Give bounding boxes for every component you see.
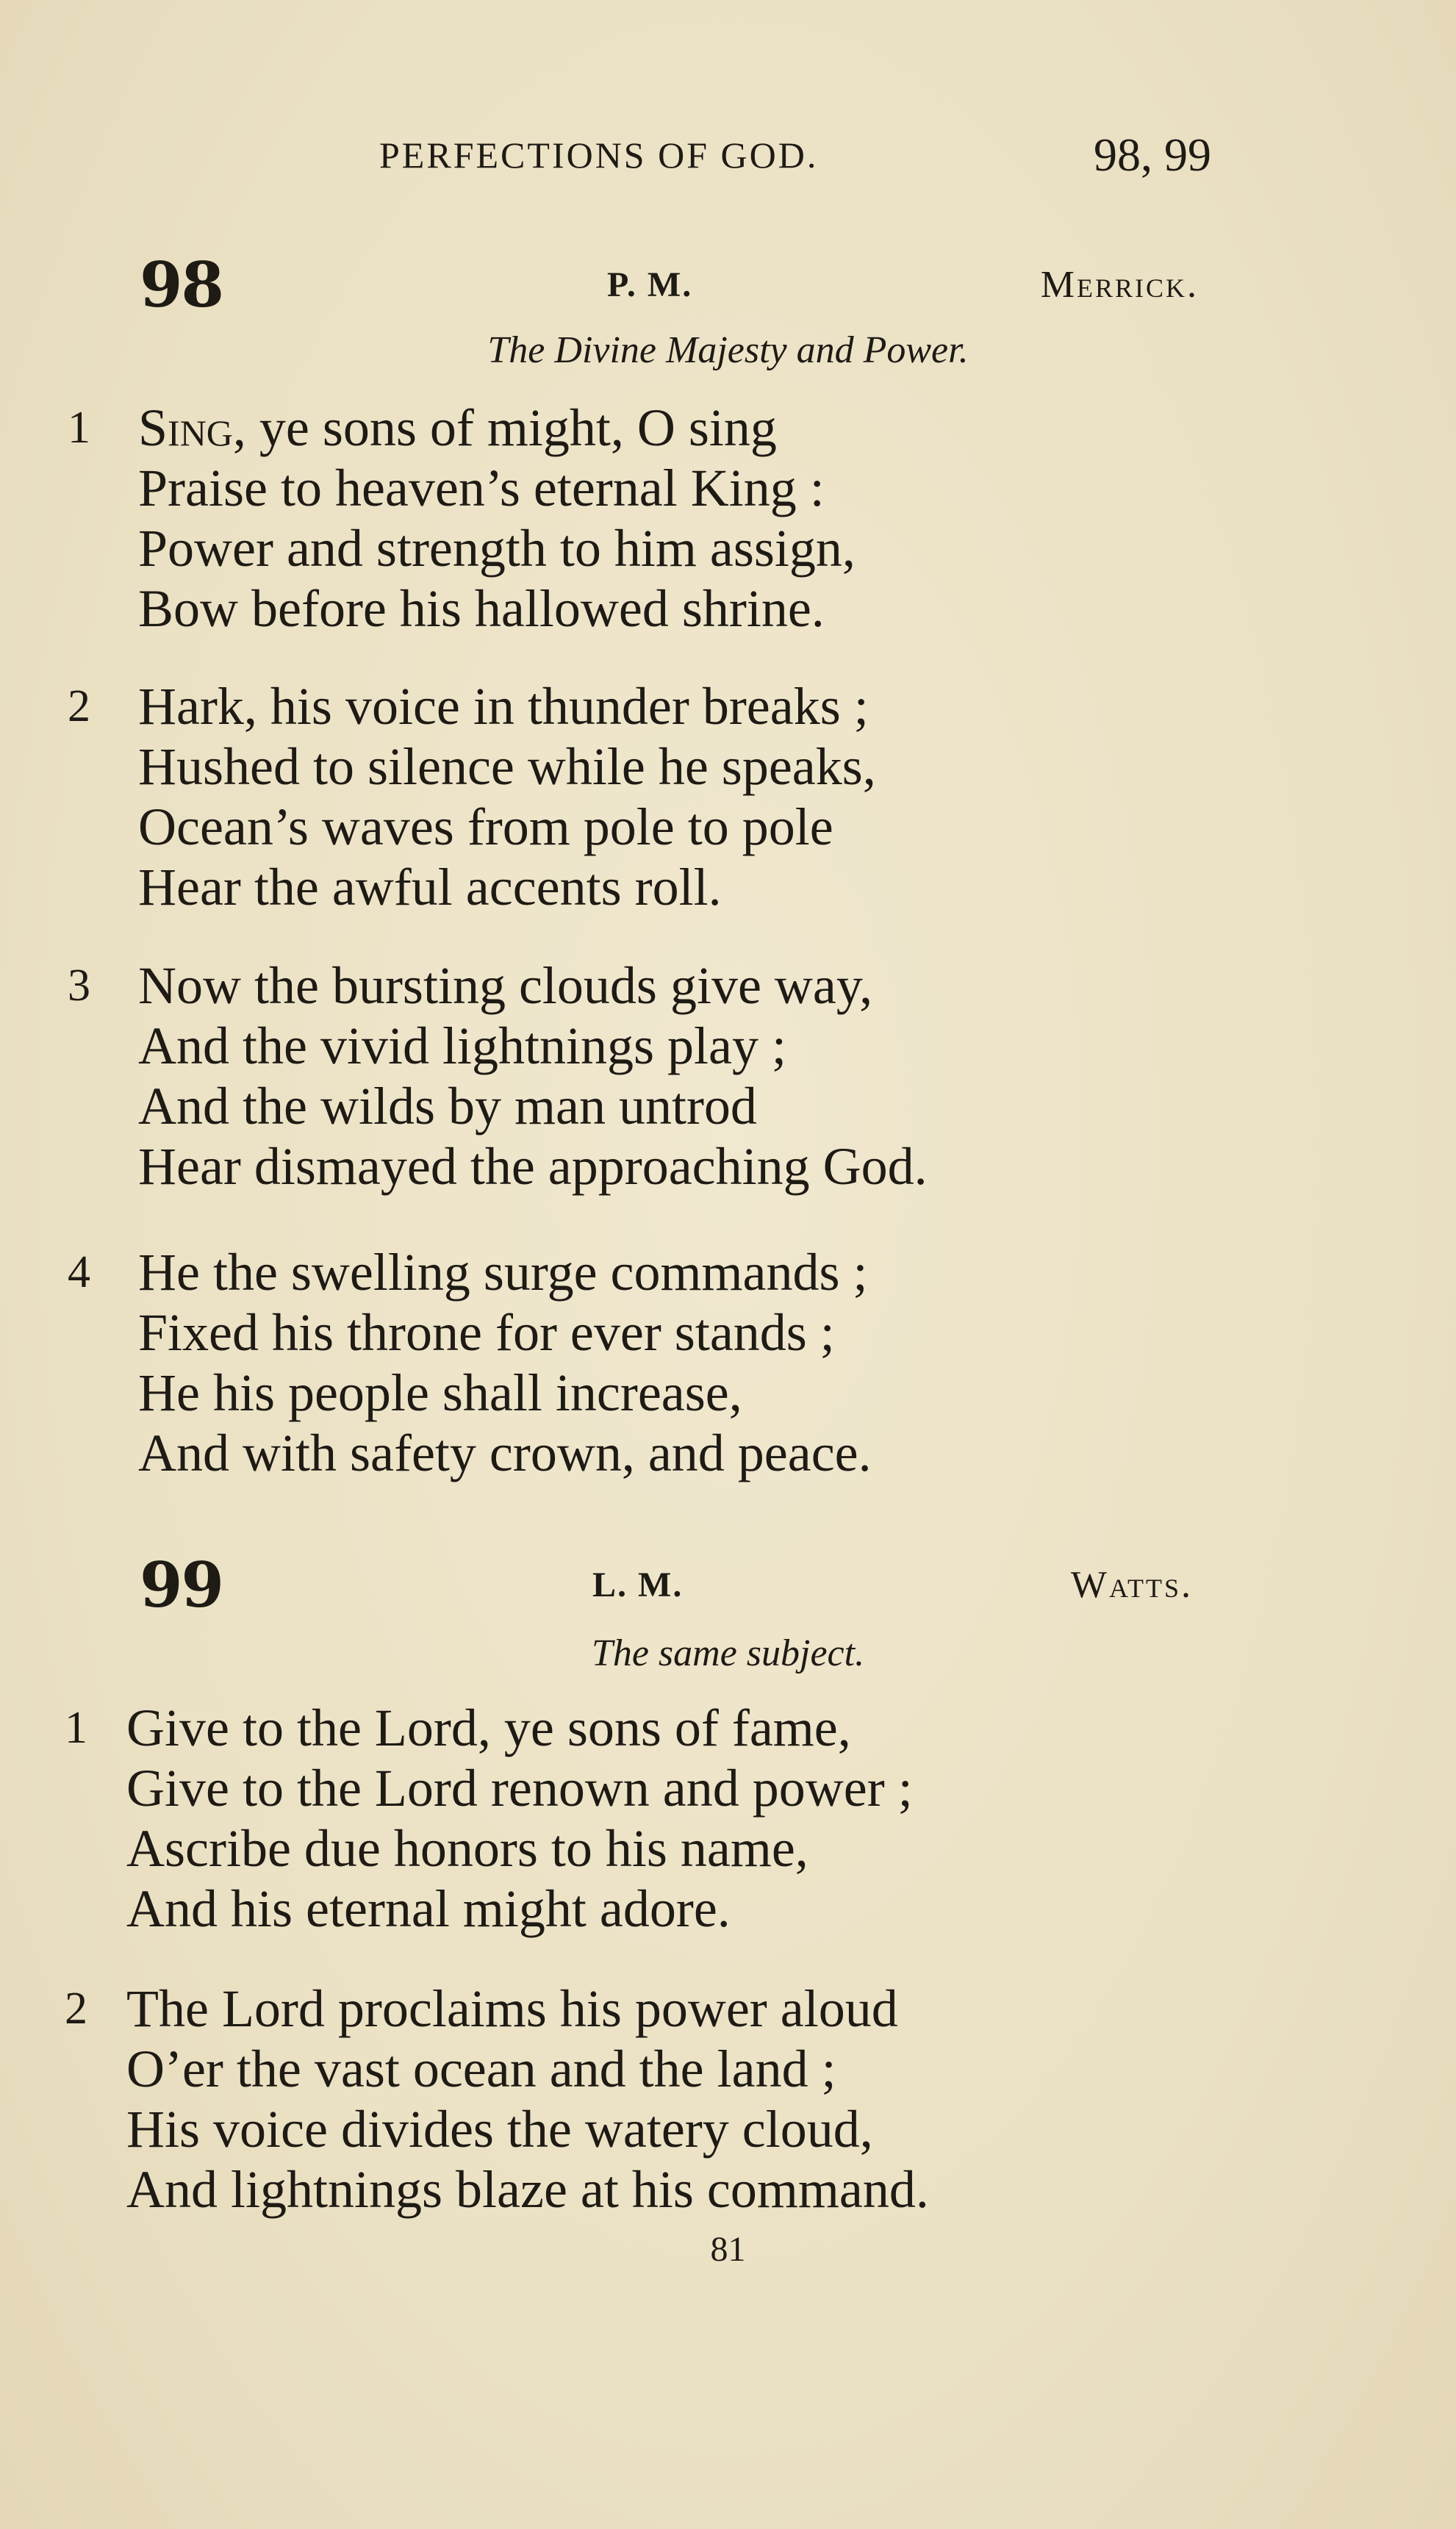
hymn-98-header (0, 248, 1456, 322)
verse-lines (126, 1979, 929, 2220)
hymn-number: 99 (140, 1549, 223, 1621)
verse-line: Hear dismayed the approaching God. (138, 1137, 928, 1196)
verse-lines (138, 955, 928, 1197)
verse-line: Hear the awful accents roll. (138, 858, 722, 916)
hymn-meter: P. M. (607, 265, 693, 304)
verse-line: Bow before his hallowed shrine. (138, 579, 825, 638)
verse-line: Ascribe due honors to his name, (126, 1819, 808, 1878)
hymn-author: Merrick. (1040, 264, 1199, 306)
verse-line: Ocean’s waves from pole to pole (138, 797, 833, 856)
verse-line: His voice divides the watery cloud, (126, 2100, 873, 2159)
verse-lines (126, 1698, 913, 1939)
verse-initial-word: Sing (138, 398, 233, 457)
verse-line: Hushed to silence while he speaks, (138, 737, 876, 796)
running-head-title: PERFECTIONS OF GOD. (379, 134, 819, 176)
verse-line: Praise to heaven’s eternal King : (138, 459, 825, 517)
verse-line: He his people shall increase, (138, 1363, 742, 1422)
verse-line: Fixed his throne for ever stands ; (138, 1303, 835, 1362)
hymn-99-header (0, 1549, 1456, 1622)
page-number: 81 (710, 2230, 746, 2269)
verse-number: 1 (65, 1703, 87, 1753)
running-head (0, 129, 1456, 181)
verse-line: Give to the Lord, ye sons of fame, (126, 1698, 851, 1757)
verse-line: And his eternal might adore. (126, 1879, 731, 1938)
verse-line: Hark, his voice in thunder breaks ; (138, 677, 869, 736)
verse-line (138, 398, 856, 458)
verse-number: 2 (68, 681, 90, 731)
verse-line: And the wilds by man untrod (138, 1077, 757, 1136)
verse-line: Power and strength to him assign, (138, 519, 856, 578)
verse-line: And the vivid lightnings play ; (138, 1016, 786, 1075)
hymn-author: Watts. (1070, 1564, 1193, 1606)
hymn-subtitle: The Divine Majesty and Power. (487, 329, 969, 371)
verse-number: 4 (68, 1247, 90, 1297)
verse-line: O’er the vast ocean and the land ; (126, 2040, 836, 2098)
verse-line: He the swelling surge commands ; (138, 1243, 868, 1302)
hymn-meter: L. M. (592, 1565, 684, 1604)
verse-line: And with safety crown, and peace. (138, 1424, 872, 1482)
verse-line: The Lord proclaims his power aloud (126, 1979, 898, 2038)
verse-lines (138, 1242, 872, 1483)
verse-line: Now the bursting clouds give way, (138, 956, 873, 1015)
verse-lines (138, 676, 876, 917)
verse-line-rest: , ye sons of might, O sing (232, 398, 777, 457)
verse-line: Give to the Lord renown and power ; (126, 1759, 913, 1818)
hymn-number: 98 (140, 248, 223, 321)
verse-number: 3 (68, 961, 90, 1011)
verse-lines (138, 398, 856, 639)
running-head-hymn-numbers: 98, 99 (1094, 129, 1211, 181)
verse-number: 2 (65, 1984, 87, 2034)
hymn-subtitle: The same subject. (591, 1632, 865, 1674)
verse-number: 1 (68, 403, 90, 453)
verse-line: And lightnings blaze at his command. (126, 2160, 929, 2219)
